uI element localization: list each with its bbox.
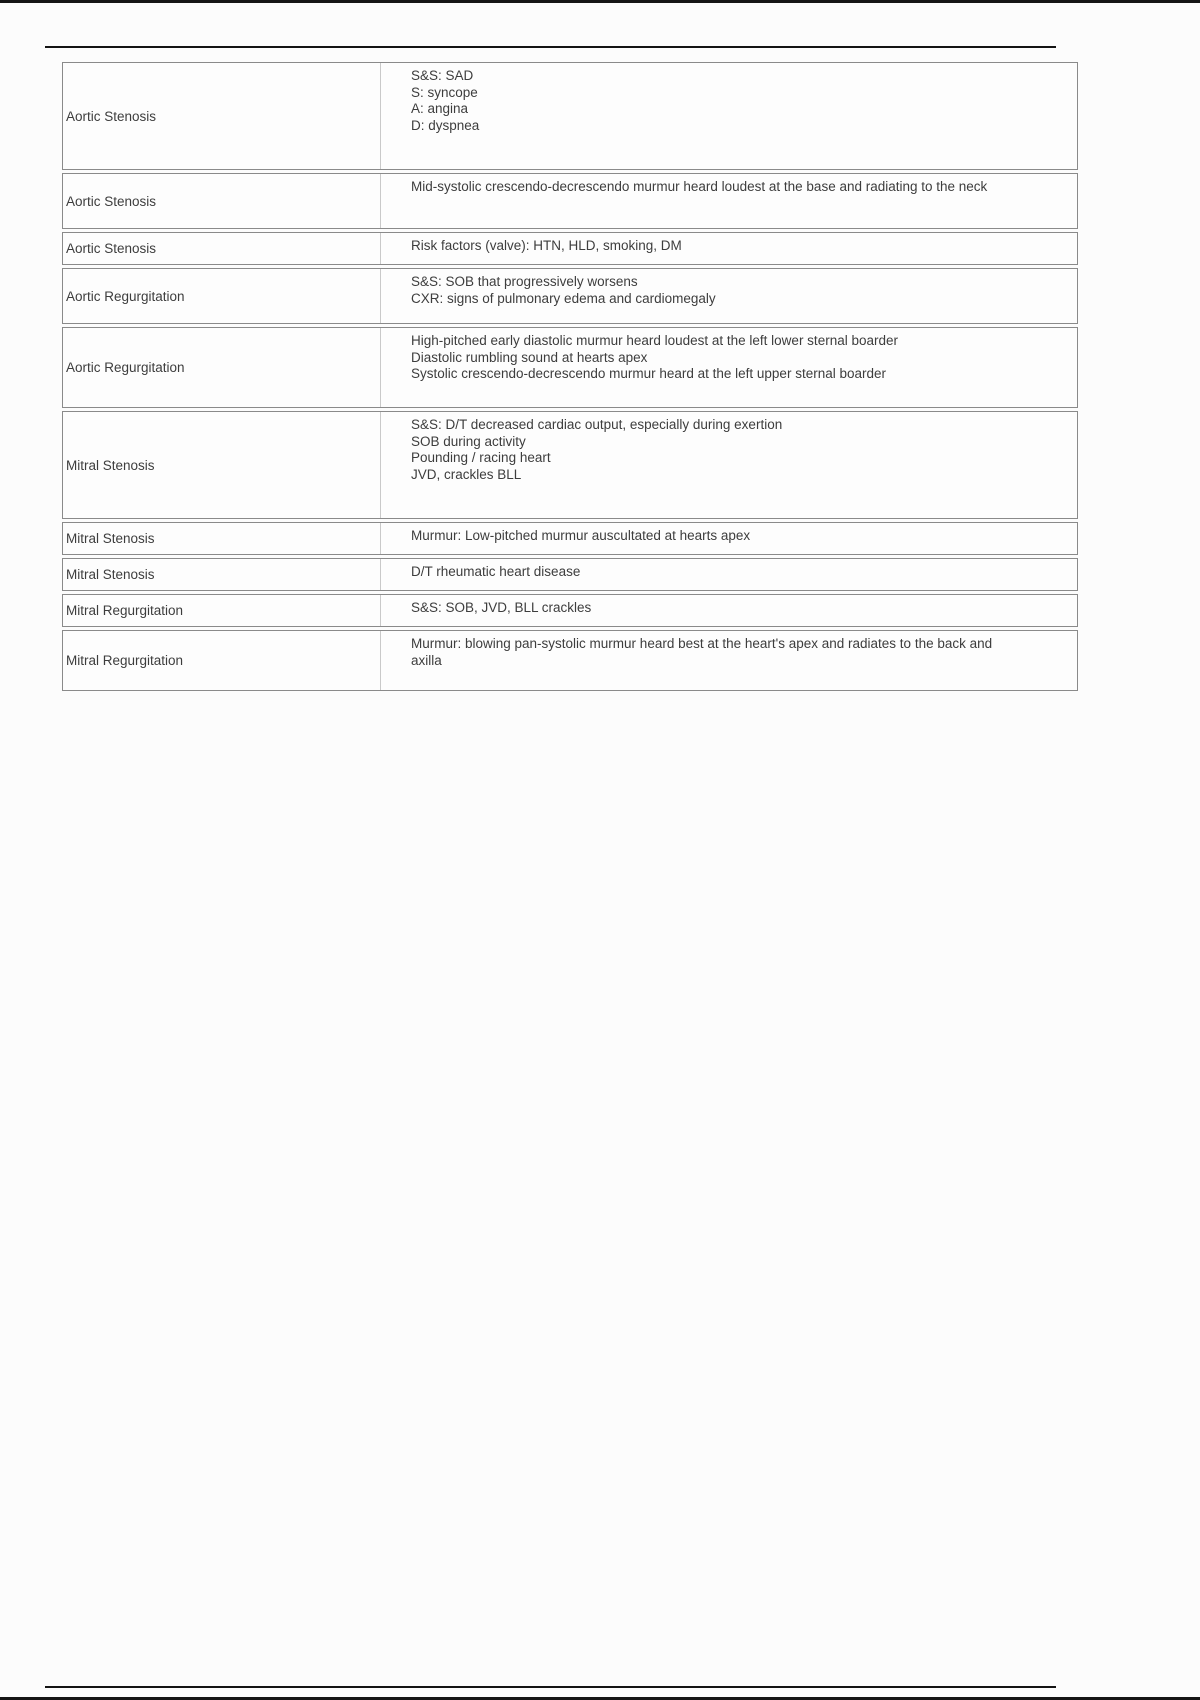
definition-line: Systolic crescendo-decrescendo murmur heard at the left upper sternal boarder — [411, 366, 886, 381]
table-row — [62, 558, 1078, 591]
table-row — [62, 62, 1078, 170]
term-label: Aortic Stenosis — [66, 241, 157, 256]
definition-cell — [381, 328, 1077, 407]
definition-line: JVD, crackles BLL — [411, 466, 522, 482]
term-label: Mitral Regurgitation — [66, 603, 184, 618]
table-row — [62, 173, 1078, 229]
term-cell — [63, 63, 381, 169]
definition-line: S&S: SOB that progressively worsens — [411, 274, 638, 289]
term-label: Aortic Stenosis — [66, 108, 157, 124]
definition-line: SOB during activity — [411, 433, 526, 449]
table-row — [62, 630, 1078, 691]
definition-cell — [381, 269, 1077, 323]
page-top-edge-line — [0, 0, 1200, 3]
table-row — [62, 594, 1078, 627]
top-rule — [45, 46, 1056, 48]
definition-line: Murmur: Low-pitched murmur auscultated at hearts apex — [411, 528, 751, 543]
definition-cell — [381, 595, 1077, 626]
definition-cell — [381, 523, 1077, 554]
definition-line: High-pitched early diastolic murmur heard loudest at the left lower sternal boarder — [411, 333, 898, 348]
term-label: Aortic Regurgitation — [66, 360, 185, 375]
definition-line: Pounding / racing heart — [411, 450, 551, 465]
term-cell — [63, 328, 381, 407]
bottom-rule — [45, 1686, 1056, 1688]
definition-line: D: dyspnea — [411, 117, 480, 133]
term-cell — [63, 233, 381, 264]
definition-line: A: angina — [411, 101, 469, 116]
definition-cell — [381, 412, 1077, 518]
definition-line: Mid-systolic crescendo-decrescendo murmur heard loudest at the base and radiating to the neck — [411, 179, 988, 194]
term-cell — [63, 523, 381, 554]
table-row — [62, 327, 1078, 408]
term-label: Mitral Stenosis — [66, 531, 155, 546]
definition-line: CXR: signs of pulmonary edema and cardiomegaly — [411, 290, 716, 306]
definition-cell — [381, 63, 1077, 169]
table-row — [62, 268, 1078, 324]
definition-line: D/T rheumatic heart disease — [411, 564, 581, 579]
definition-line: Murmur: blowing pan-systolic murmur heard best at the heart's apex and radiates to the back and axilla — [411, 636, 993, 668]
term-label: Aortic Regurgitation — [66, 288, 185, 304]
definition-line: S: syncope — [411, 84, 478, 100]
term-label: Mitral Stenosis — [66, 567, 155, 582]
definition-cell — [381, 559, 1077, 590]
definition-cell — [381, 174, 1077, 228]
table-row — [62, 411, 1078, 519]
term-cell — [63, 174, 381, 228]
term-cell — [63, 595, 381, 626]
definition-line: S&S: D/T decreased cardiac output, especially during exertion — [411, 417, 783, 432]
term-label: Mitral Stenosis — [66, 457, 155, 473]
term-label: Aortic Stenosis — [66, 193, 157, 209]
definition-line: Diastolic rumbling sound at hearts apex — [411, 349, 648, 365]
term-cell — [63, 559, 381, 590]
definition-cell — [381, 631, 1077, 690]
term-cell — [63, 412, 381, 518]
term-cell — [63, 269, 381, 323]
definition-line: S&S: SAD — [411, 68, 474, 83]
definition-line: S&S: SOB, JVD, BLL crackles — [411, 600, 592, 615]
definition-line: Risk factors (valve): HTN, HLD, smoking, DM — [411, 238, 682, 253]
term-cell — [63, 631, 381, 690]
term-label: Mitral Regurgitation — [66, 653, 184, 668]
table-row — [62, 232, 1078, 265]
table-row — [62, 522, 1078, 555]
murmur-table — [62, 62, 1078, 694]
definition-cell — [381, 233, 1077, 264]
